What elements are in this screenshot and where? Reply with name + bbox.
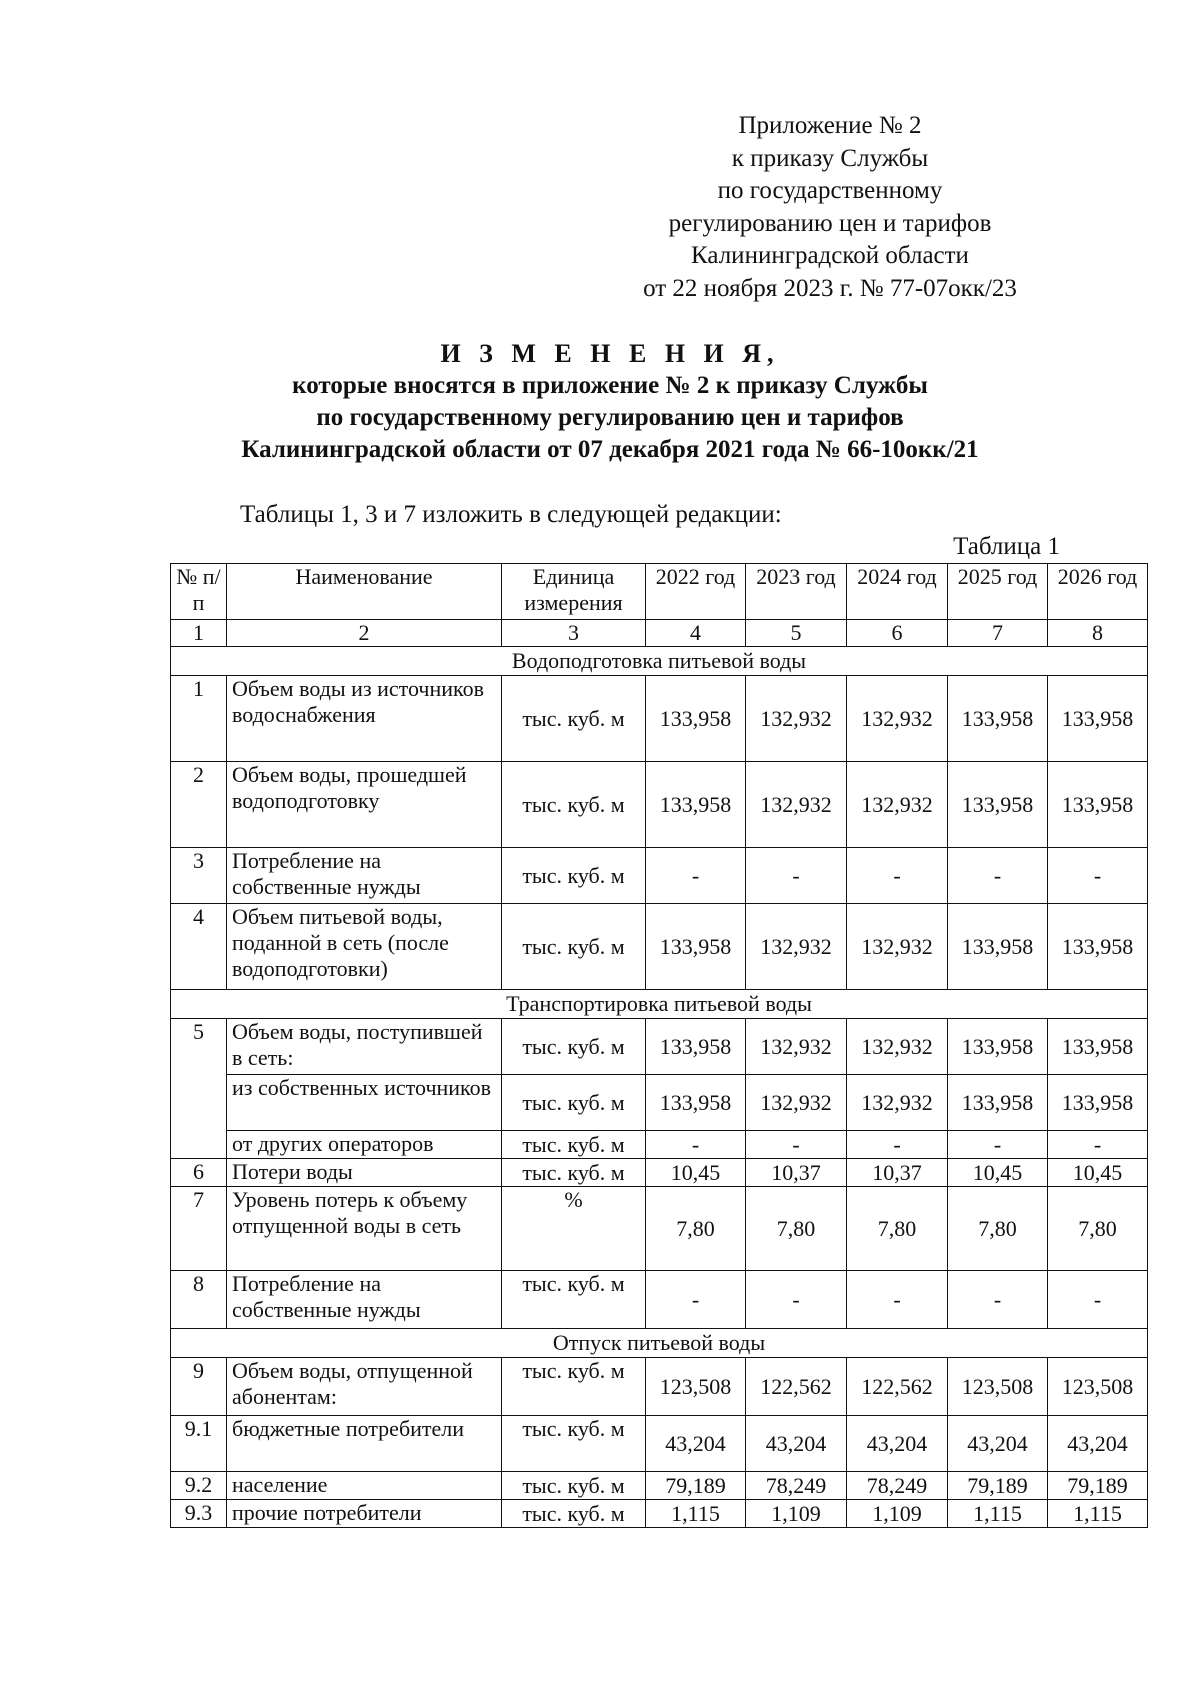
row-value: 123,508 (646, 1358, 746, 1416)
header-num: № п/п (171, 564, 227, 620)
row-value: 133,958 (948, 1019, 1048, 1075)
row-num: 8 (171, 1271, 227, 1329)
row-value: 43,204 (948, 1416, 1048, 1472)
row-value: - (646, 848, 746, 904)
table-row (171, 1500, 1148, 1528)
row-num: 9.2 (171, 1472, 227, 1500)
table-row (171, 848, 1148, 904)
row-name: Объем воды из источников водоснабжения (227, 676, 502, 762)
row-value: 1,109 (746, 1500, 847, 1528)
row-value: - (646, 1131, 746, 1159)
row-unit: тыс. куб. м (502, 848, 646, 904)
table-row (171, 904, 1148, 990)
data-table (170, 563, 1148, 1528)
header-year: 2023 год (746, 564, 847, 620)
row-value: 10,45 (646, 1159, 746, 1187)
section-row (171, 1329, 1148, 1358)
table-row (171, 676, 1148, 762)
row-name: Потребление на собственные нужды (227, 1271, 502, 1329)
header-year: 2026 год (1048, 564, 1148, 620)
section-row (171, 990, 1148, 1019)
row-value: 79,189 (646, 1472, 746, 1500)
table-row (171, 762, 1148, 848)
row-value: 132,932 (746, 762, 847, 848)
row-value: 43,204 (746, 1416, 847, 1472)
table-row (171, 1019, 1148, 1075)
row-value: 7,80 (746, 1187, 847, 1271)
row-num: 9 (171, 1358, 227, 1416)
appendix-line: по государственному (717, 177, 943, 204)
row-value: - (948, 848, 1048, 904)
row-value: 43,204 (847, 1416, 948, 1472)
title-line: по государственному регулированию цен и тарифов (316, 404, 904, 431)
row-unit: тыс. куб. м (502, 1472, 646, 1500)
column-number: 7 (948, 620, 1048, 647)
header-year: 2022 год (646, 564, 746, 620)
row-value: 133,958 (646, 676, 746, 762)
row-unit: тыс. куб. м (502, 1271, 646, 1329)
document-title (150, 338, 1070, 466)
row-value: 132,932 (746, 904, 847, 990)
row-value: 1,109 (847, 1500, 948, 1528)
row-value: 122,562 (746, 1358, 847, 1416)
row-name: Объем воды, прошедшей водоподготовку (227, 762, 502, 848)
row-name: бюджетные потребители (227, 1416, 502, 1472)
row-value: 133,958 (1048, 1075, 1148, 1131)
section-title: Транспортировка питьевой воды (171, 990, 1148, 1019)
row-unit: тыс. куб. м (502, 762, 646, 848)
row-value: 10,37 (847, 1159, 948, 1187)
row-unit: тыс. куб. м (502, 1075, 646, 1131)
row-value: 133,958 (646, 1019, 746, 1075)
row-value: 1,115 (1048, 1500, 1148, 1528)
row-unit: тыс. куб. м (502, 1019, 646, 1075)
header-unit: Единица измерения (502, 564, 646, 620)
row-value: 132,932 (847, 1019, 948, 1075)
row-value: - (847, 848, 948, 904)
column-number: 1 (171, 620, 227, 647)
appendix-line: к приказу Службы (731, 144, 929, 172)
row-value: 123,508 (948, 1358, 1048, 1416)
row-value: 133,958 (948, 676, 1048, 762)
title-line: Калининградской области от 07 декабря 2021 года № 66-10окк/21 (241, 436, 979, 463)
row-value: 1,115 (948, 1500, 1048, 1528)
table-row (171, 1075, 1148, 1131)
row-value: 7,80 (1048, 1187, 1148, 1271)
row-value: 133,958 (1048, 904, 1148, 990)
row-value: - (746, 848, 847, 904)
row-value: 133,958 (1048, 762, 1148, 848)
row-value: - (746, 1131, 847, 1159)
row-value: 7,80 (847, 1187, 948, 1271)
row-value: 10,45 (948, 1159, 1048, 1187)
row-num: 3 (171, 848, 227, 904)
row-value: 10,37 (746, 1159, 847, 1187)
title-line: которые вносятся в приложение № 2 к приказу Службы (292, 372, 928, 399)
row-value: 133,958 (1048, 1019, 1148, 1075)
row-unit: тыс. куб. м (502, 1159, 646, 1187)
row-value: - (746, 1271, 847, 1329)
row-value: 78,249 (847, 1472, 948, 1500)
row-value: 78,249 (746, 1472, 847, 1500)
row-value: 43,204 (646, 1416, 746, 1472)
row-value: 123,508 (1048, 1358, 1148, 1416)
table-caption: Таблица 1 (953, 533, 1060, 560)
column-number: 6 (847, 620, 948, 647)
row-value: 133,958 (646, 1075, 746, 1131)
row-value: 7,80 (948, 1187, 1048, 1271)
row-value: 132,932 (847, 762, 948, 848)
row-value: 79,189 (948, 1472, 1048, 1500)
column-number-row (171, 620, 1148, 647)
row-name: от других операторов (227, 1131, 502, 1159)
row-unit: тыс. куб. м (502, 904, 646, 990)
intro-text: Таблицы 1, 3 и 7 изложить в следующей редакции: (240, 501, 782, 528)
row-unit: % (502, 1187, 646, 1271)
table-row (171, 1416, 1148, 1472)
row-unit: тыс. куб. м (502, 1416, 646, 1472)
row-value: - (1048, 1271, 1148, 1329)
row-value: 133,958 (948, 904, 1048, 990)
row-value: 133,958 (948, 1075, 1048, 1131)
column-number: 4 (646, 620, 746, 647)
row-value: - (948, 1131, 1048, 1159)
row-value: 7,80 (646, 1187, 746, 1271)
row-name: Объем воды, поступившей в сеть: (227, 1019, 502, 1075)
row-value: - (1048, 848, 1148, 904)
row-num: 9.1 (171, 1416, 227, 1472)
row-value: 132,932 (746, 1075, 847, 1131)
column-number: 5 (746, 620, 847, 647)
table-row (171, 1159, 1148, 1187)
appendix-line: от 22 ноября 2023 г. № 77-07окк/23 (643, 274, 1017, 302)
row-name: из собственных источников (227, 1075, 502, 1131)
row-value: 133,958 (646, 762, 746, 848)
table-row (171, 1131, 1148, 1159)
row-value: 133,958 (646, 904, 746, 990)
row-name: Объем питьевой воды, поданной в сеть (после водоподготовки) (227, 904, 502, 990)
row-value: 132,932 (847, 676, 948, 762)
row-unit: тыс. куб. м (502, 1358, 646, 1416)
row-num: 9.3 (171, 1500, 227, 1528)
table-row (171, 1358, 1148, 1416)
row-value: - (847, 1271, 948, 1329)
row-value: - (948, 1271, 1048, 1329)
row-num: 4 (171, 904, 227, 990)
header-year: 2024 год (847, 564, 948, 620)
row-value: 132,932 (847, 904, 948, 990)
row-value: 132,932 (746, 1019, 847, 1075)
row-value: - (847, 1131, 948, 1159)
row-num: 1 (171, 676, 227, 762)
section-title: Водоподготовка питьевой воды (171, 647, 1148, 676)
row-name: прочие потребители (227, 1500, 502, 1528)
row-value: 10,45 (1048, 1159, 1148, 1187)
row-unit: тыс. куб. м (502, 1500, 646, 1528)
row-value: 133,958 (1048, 676, 1148, 762)
section-title: Отпуск питьевой воды (171, 1329, 1148, 1358)
row-name: Потери воды (227, 1159, 502, 1187)
row-value: - (646, 1271, 746, 1329)
header-year: 2025 год (948, 564, 1048, 620)
header-name: Наименование (227, 564, 502, 620)
row-value: 79,189 (1048, 1472, 1148, 1500)
row-value: 122,562 (847, 1358, 948, 1416)
table-row (171, 1187, 1148, 1271)
row-value: 132,932 (746, 676, 847, 762)
table-row (171, 1271, 1148, 1329)
row-value: - (1048, 1131, 1148, 1159)
row-unit: тыс. куб. м (502, 1131, 646, 1159)
column-number: 3 (502, 620, 646, 647)
appendix-line: Калининградской области (691, 242, 969, 269)
row-num: 5 (171, 1019, 227, 1159)
row-value: 132,932 (847, 1075, 948, 1131)
column-number: 2 (227, 620, 502, 647)
row-num: 7 (171, 1187, 227, 1271)
row-name: Потребление на собственные нужды (227, 848, 502, 904)
appendix-header (600, 110, 1060, 305)
row-name: Уровень потерь к объему отпущенной воды в сеть (227, 1187, 502, 1271)
row-value: 1,115 (646, 1500, 746, 1528)
row-value: 133,958 (948, 762, 1048, 848)
row-name: население (227, 1472, 502, 1500)
title-heading: И З М Е Н Е Н И Я, (440, 339, 780, 368)
table-row (171, 1472, 1148, 1500)
row-num: 6 (171, 1159, 227, 1187)
section-row (171, 647, 1148, 676)
appendix-line: регулированию цен и тарифов (668, 209, 992, 237)
row-value: 43,204 (1048, 1416, 1148, 1472)
row-unit: тыс. куб. м (502, 676, 646, 762)
row-name: Объем воды, отпущенной абонентам: (227, 1358, 502, 1416)
column-number: 8 (1048, 620, 1148, 647)
row-num: 2 (171, 762, 227, 848)
appendix-line: Приложение № 2 (738, 112, 922, 139)
table-header-row (171, 564, 1148, 620)
